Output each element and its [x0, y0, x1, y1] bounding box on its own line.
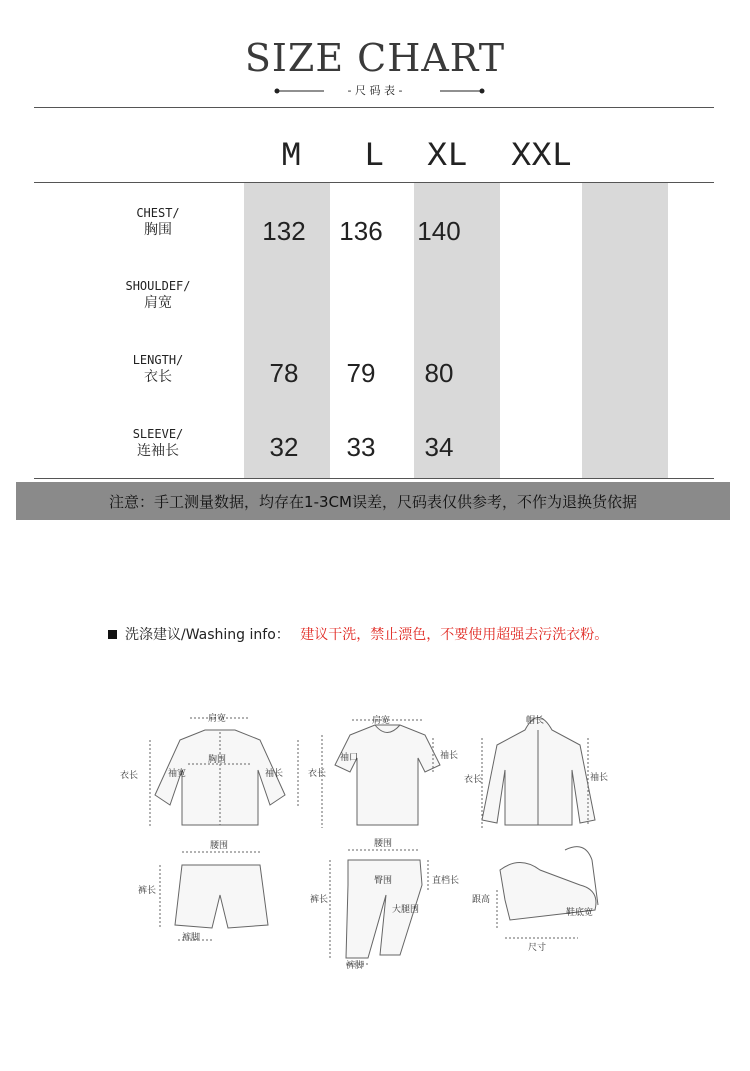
subtitle-right-ornament	[440, 88, 486, 94]
column-shade-xxl	[582, 183, 668, 478]
row-label-chest	[68, 205, 248, 239]
row-label-en: SHOULDEF/	[125, 279, 191, 293]
diagram-label: 袖长	[590, 773, 609, 783]
diagram-label: 袖长	[440, 751, 459, 761]
diagram-label: 肩宽	[372, 716, 391, 726]
size-header-xxl: XXL	[511, 138, 573, 176]
row-label-length	[68, 352, 248, 386]
diagram-label: 衣长	[120, 771, 139, 781]
table-bottom-divider	[34, 478, 714, 479]
washing-advice: 建议干洗，禁止漂色，不要使用超强去污洗衣粉。	[300, 627, 609, 643]
diagram-label: 袖宽	[168, 769, 187, 779]
table-header-divider	[34, 182, 714, 183]
diagram-label: 裤长	[310, 895, 329, 905]
table-cell: 78	[269, 358, 299, 388]
table-cell: 33	[346, 432, 376, 462]
row-label-sleeve	[68, 426, 248, 460]
diagram-label: 尺寸	[528, 943, 547, 953]
hoodie-diagram-icon	[482, 718, 595, 829]
shoe-diagram-icon	[497, 847, 598, 938]
table-cell: 80	[424, 358, 454, 388]
table-cell: 34	[424, 432, 454, 462]
diagram-label: 裤长	[138, 886, 157, 896]
table-cell: 132	[262, 216, 306, 246]
tshirt-diagram-icon	[322, 720, 440, 828]
row-label-shoulder	[68, 278, 248, 312]
bullet-square-icon	[108, 630, 117, 639]
diagram-label: 裤脚	[182, 933, 201, 943]
diagram-label: 腰围	[374, 839, 393, 849]
row-label-en: LENGTH/	[132, 353, 184, 367]
table-cell: 79	[346, 358, 376, 388]
size-header-xl: XL	[427, 138, 468, 176]
row-label-en: CHEST/	[136, 206, 180, 220]
row-label-zh: 衣长	[144, 369, 172, 385]
washing-label: 洗涤建议/Washing info：	[125, 627, 290, 643]
header-divider	[34, 107, 714, 108]
diagram-label: 腰围	[210, 841, 229, 851]
washing-info	[108, 624, 608, 644]
diagram-label: 鞋底宽	[566, 908, 594, 918]
diagram-label: 裤脚	[346, 961, 365, 971]
size-header-m: M	[281, 138, 302, 176]
diagram-label: 袖长	[265, 769, 284, 779]
row-label-zh: 胸围	[144, 222, 172, 238]
page-subtitle: - 尺 码 表 -	[347, 84, 403, 97]
row-label-zh: 肩宽	[144, 295, 172, 311]
diagram-label: 袖口	[340, 753, 359, 763]
diagram-label: 胸围	[208, 755, 227, 765]
subtitle-row	[0, 82, 750, 98]
diagram-label: 肩宽	[208, 714, 227, 724]
diagram-label: 跟高	[472, 895, 491, 905]
shorts-diagram-icon	[160, 852, 268, 940]
diagram-label: 衣长	[308, 769, 327, 779]
diagram-label: 大腿围	[392, 905, 420, 915]
diagram-label: 衣长	[464, 775, 483, 785]
table-cell: 140	[417, 216, 461, 246]
row-label-en: SLEEVE/	[132, 427, 184, 441]
diagram-label: 臀围	[374, 876, 393, 886]
diagram-label: 帽长	[526, 716, 545, 726]
page-title: SIZE CHART	[244, 36, 506, 80]
notice-text: 注意：手工测量数据，均存在1-3CM误差，尺码表仅供参考，不作为退换货依据	[109, 493, 637, 511]
table-cell: 136	[339, 216, 383, 246]
diagram-label: 直档长	[432, 876, 460, 886]
table-cell: 32	[269, 432, 299, 462]
size-header-l: L	[364, 138, 385, 176]
row-label-zh: 连袖长	[137, 443, 179, 459]
measurement-diagrams	[110, 700, 630, 980]
